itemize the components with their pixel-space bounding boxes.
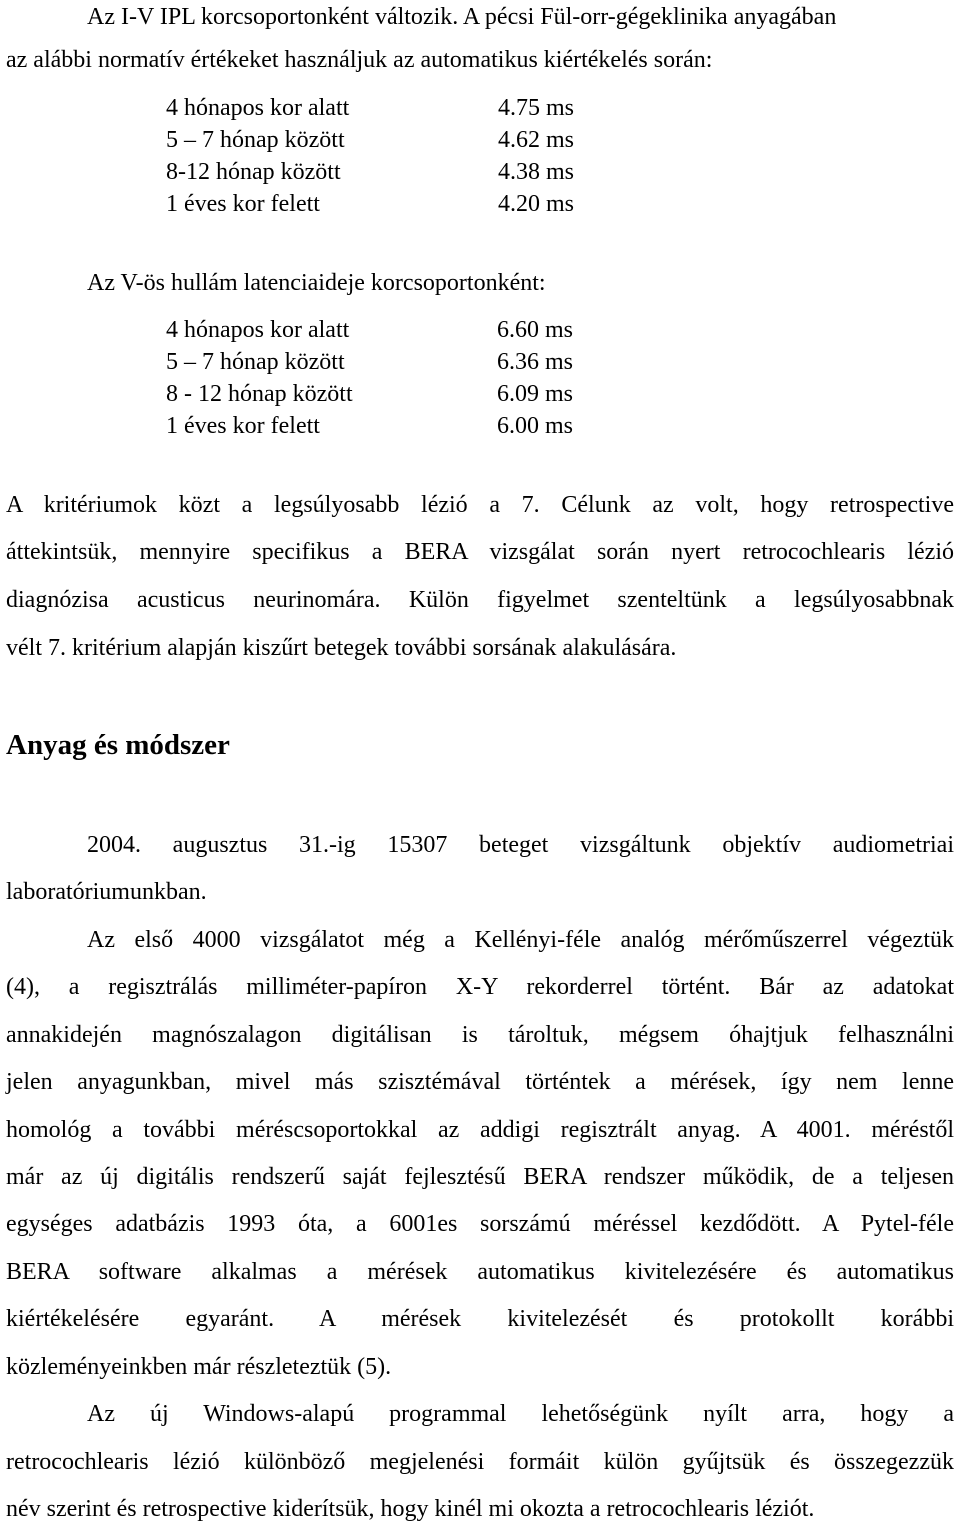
latency-value: 4.38 ms (498, 159, 575, 185)
paragraph-line: homológ a további méréscsoportokkal az addigi regisztrált anyag. A 4001. méréstől (6, 1117, 954, 1143)
paragraph-line: annakidején magnószalagon digitálisan is tároltuk, mégsem óhajtjuk felhasználni (6, 1022, 954, 1048)
age-group-label: 1 éves kor felett (166, 191, 320, 217)
latency-value: 6.36 ms (497, 349, 574, 375)
latency-value: 4.75 ms (498, 95, 575, 121)
paragraph-line: retrocochlearis lézió különböző megjelenési formáit külön gyűjtsük és összegezzük (6, 1449, 954, 1475)
latency-value: 6.09 ms (497, 381, 574, 407)
intro-line-2: az alábbi normatív értékeket használjuk az automatikus kiértékelés során: (6, 47, 713, 73)
paragraph-line: vélt 7. kritérium alapján kiszűrt betegek további sorsának alakulására. (6, 635, 677, 661)
age-group-label: 5 – 7 hónap között (166, 349, 345, 375)
latency-value: 4.20 ms (498, 191, 575, 217)
age-group-label: 4 hónapos kor alatt (166, 95, 350, 121)
age-group-label: 8-12 hónap között (166, 159, 341, 185)
intro-line-1: Az I-V IPL korcsoportonként változik. A pécsi Fül-orr-gégeklinika anyagában (87, 4, 837, 30)
latency-value: 6.00 ms (497, 413, 574, 439)
age-group-label: 1 éves kor felett (166, 413, 320, 439)
paragraph-line: BERA software alkalmas a mérések automatikus kivitelezésére és automatikus (6, 1259, 954, 1285)
paragraph-line: név szerint és retrospective kiderítsük, hogy kinél mi okozta a retrocochlearis léziót. (6, 1496, 815, 1522)
age-group-label: 5 – 7 hónap között (166, 127, 345, 153)
paragraph-line: A kritériumok közt a legsúlyosabb lézió a 7. Célunk az volt, hogy retrospective (6, 492, 954, 518)
wave5-title: Az V-ös hullám latenciaideje korcsoportonként: (87, 270, 546, 296)
paragraph-line: már az új digitális rendszerű saját fejlesztésű BERA rendszer működik, de a teljesen (6, 1164, 954, 1190)
paragraph-line: egységes adatbázis 1993 óta, a 6001es sorszámú méréssel kezdődött. A Pytel-féle (6, 1211, 954, 1237)
paragraph-line: jelen anyagunkban, mivel más szisztémával történtek a mérések, így nem lenne (6, 1069, 954, 1095)
latency-value: 4.62 ms (498, 127, 575, 153)
age-group-label: 4 hónapos kor alatt (166, 317, 350, 343)
age-group-label: 8 - 12 hónap között (166, 381, 353, 407)
paragraph-line: (4), a regisztrálás milliméter-papíron X-Y rekorderrel történt. Bár az adatokat (6, 974, 954, 1000)
paragraph-line: diagnózisa acusticus neurinomára. Külön figyelmet szenteltünk a legsúlyosabbnak (6, 587, 954, 613)
paragraph-line: Az új Windows-alapú programmal lehetőségünk nyílt arra, hogy a (87, 1401, 954, 1427)
paragraph-line: közleményeinkben már részleteztük (5). (6, 1354, 392, 1380)
paragraph-line: 2004. augusztus 31.-ig 15307 beteget vizsgáltunk objektív audiometriai (87, 832, 954, 858)
paragraph-line: laboratóriumunkban. (6, 879, 207, 905)
section-heading: Anyag és módszer (6, 729, 230, 761)
latency-value: 6.60 ms (497, 317, 574, 343)
paragraph-line: kiértékelésére egyaránt. A mérések kivitelezését és protokollt korábbi (6, 1306, 954, 1332)
paragraph-line: áttekintsük, mennyire specifikus a BERA vizsgálat során nyert retrocochlearis lézió (6, 539, 954, 565)
paragraph-line: Az első 4000 vizsgálatot még a Kellényi-féle analóg mérőműszerrel végeztük (87, 927, 954, 953)
